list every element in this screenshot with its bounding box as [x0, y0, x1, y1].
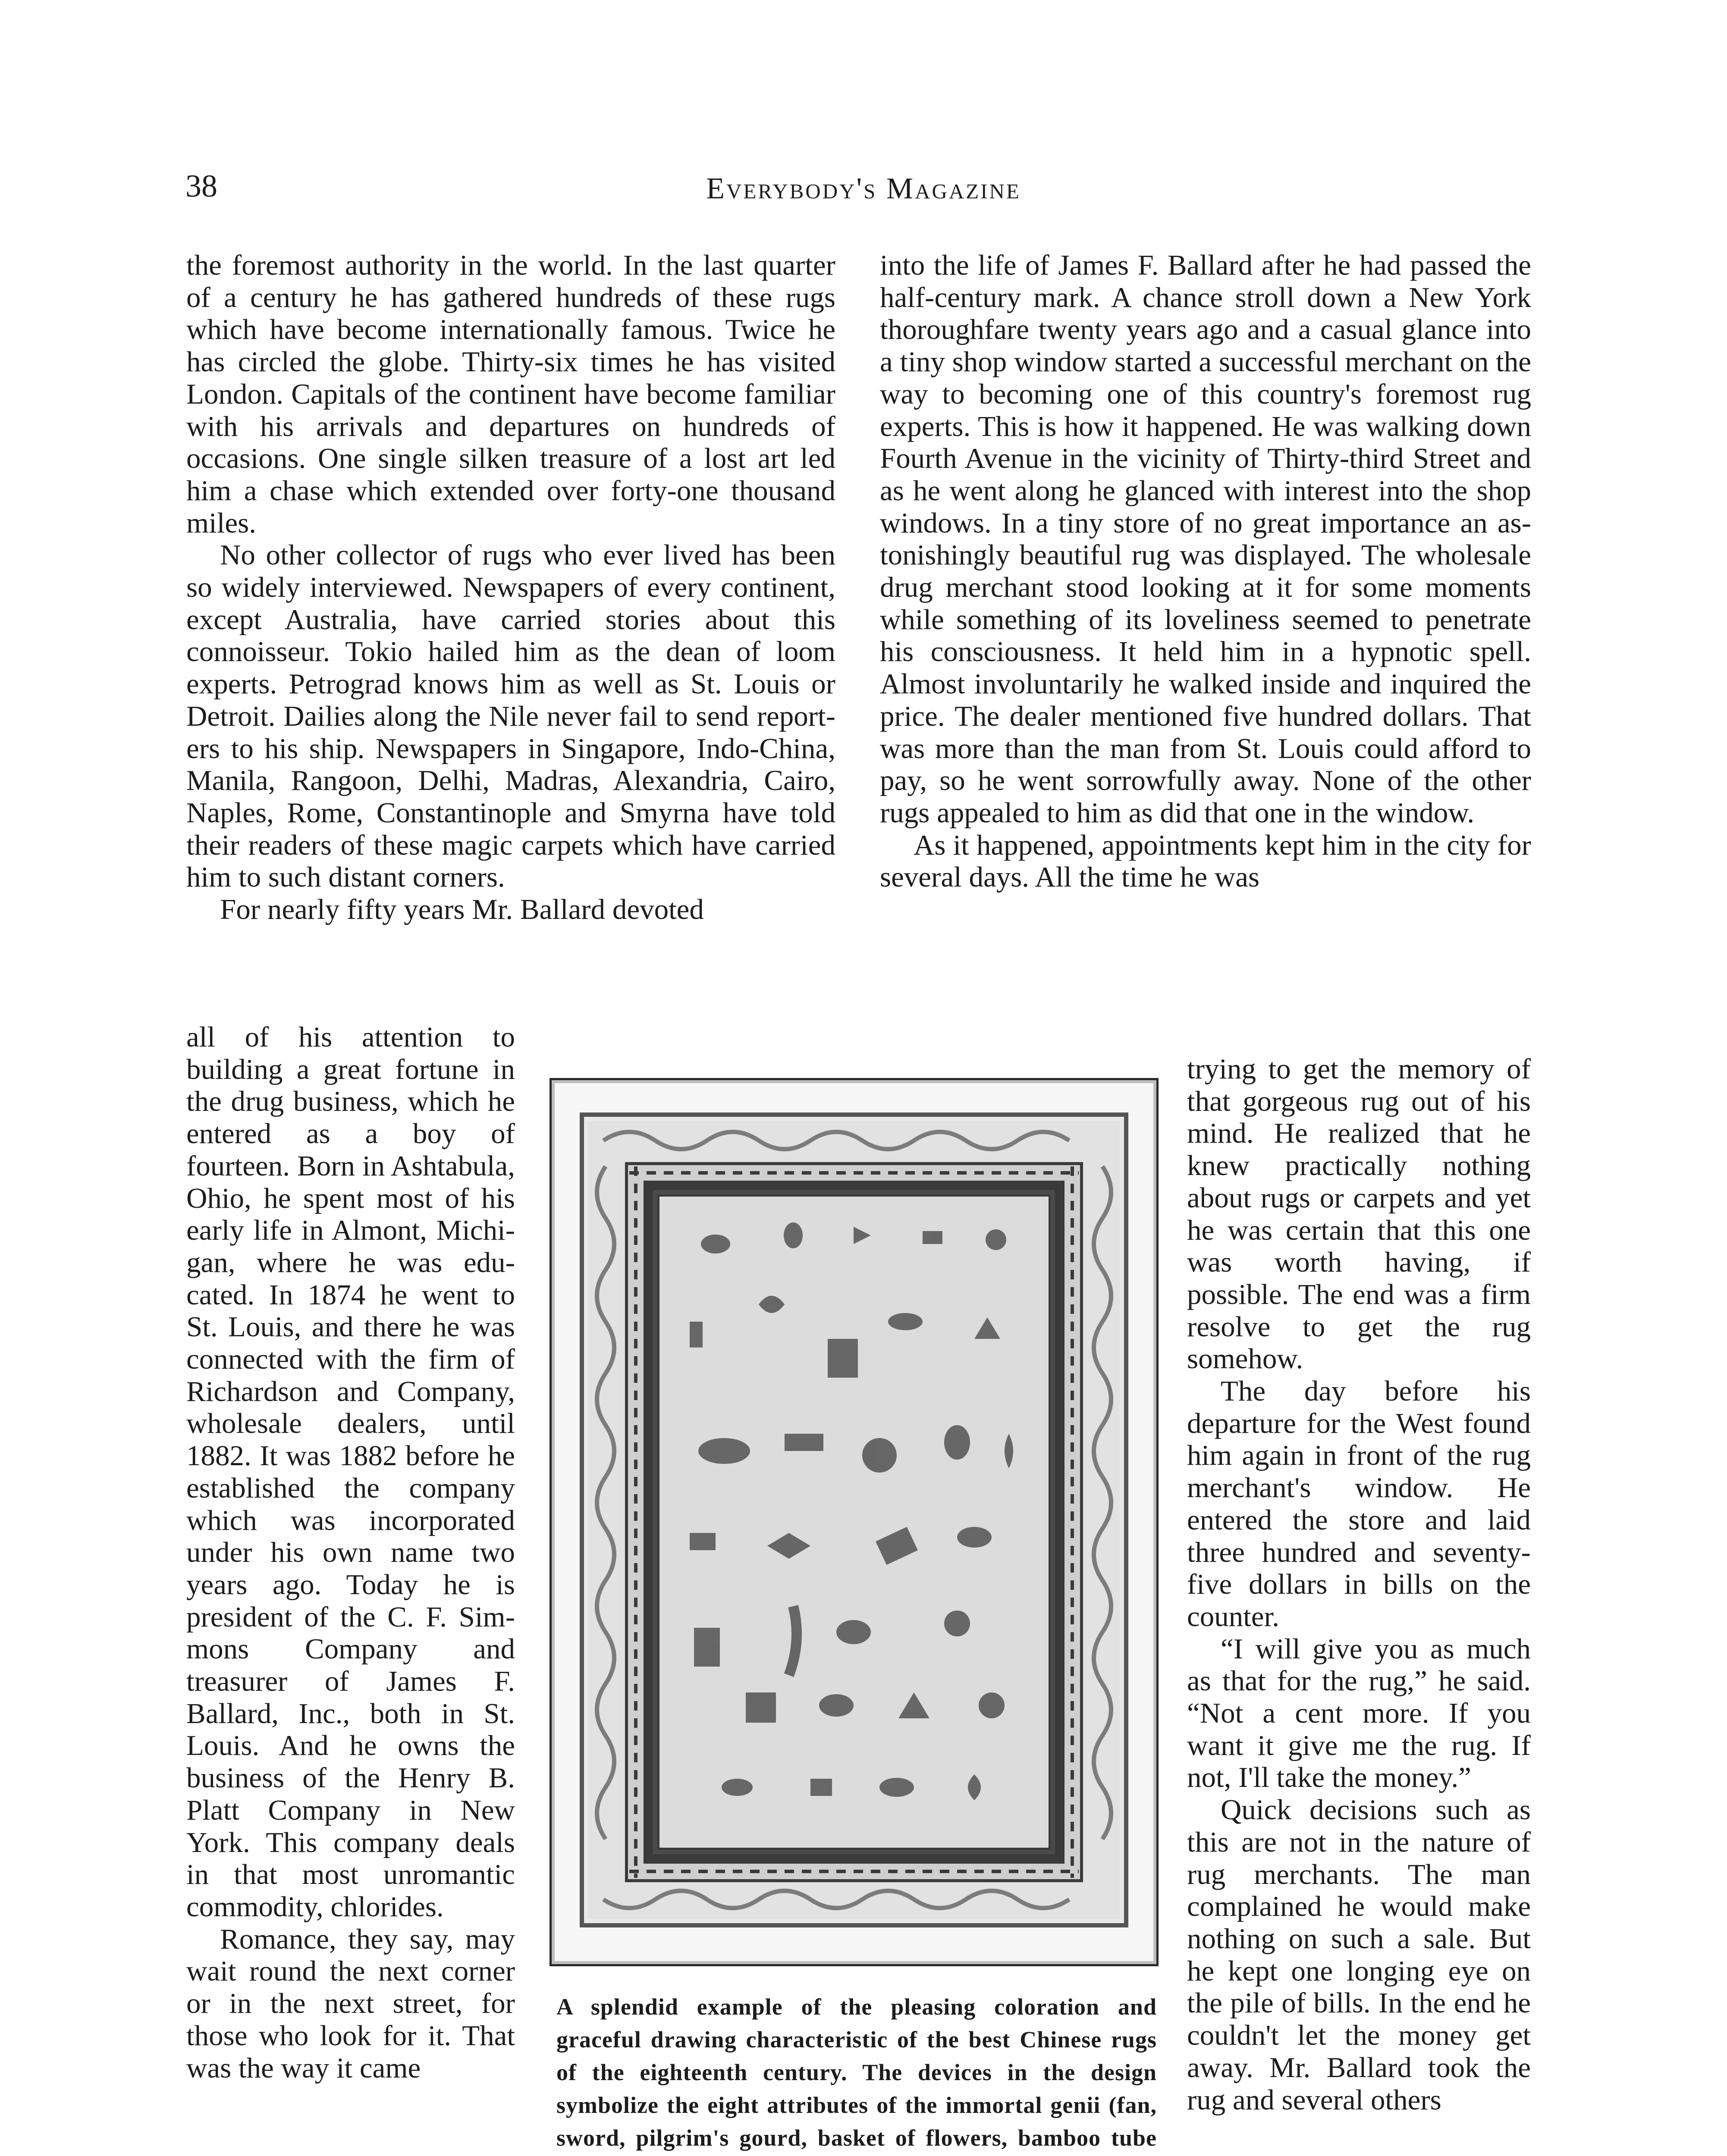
paragraph: No other collector of rugs who ever lived has been so widely interviewed. Newspapers of every continent, except Australia, have carried stories about this connoisseur. Tokio hailed him as the dean of loom experts. Petrograd knows him as well as St. Louis or Detroit. Dailies along the Nile never fail to send reporters to his ship. Newspapers in Singapore, Indo-China, Manila, Rangoon, Delhi, Madras, Alexandria, Cairo, Naples, Rome, Constantinople and Smyrna have told their readers of these magic carpets which have carried him to such distant corners.: [186, 539, 835, 893]
left-column-narrow: [186, 1021, 515, 2084]
paragraph: The day before his departure for the West found him again in front of the rug merchant's window. He entered the store and laid three hundred and seventy-five dollars in bills on the counter.: [1187, 1375, 1531, 1633]
rug-photograph: [550, 1078, 1159, 1966]
chinese-rug-illustration: [552, 1080, 1156, 1964]
paragraph: As it happened, appointments kept him in the city for several days. All the time he was: [880, 829, 1531, 893]
paragraph: the foremost authority in the world. In the last quarter of a century he has gathered hundreds of these rugs which have become internationally famous. Twice he has circled the globe. Thirty-six times he has visited London. Capitals of the continent have become familiar with his arrivals and departures on hundreds of occasions. One single silken treasure of a lost art led him a chase which extended over forty-one thousand miles.: [186, 249, 835, 539]
page-number: 38: [185, 169, 217, 204]
figure-caption: A splendid example of the pleasing coloration and graceful drawing characteristic of the best Chinese rugs of the eighteenth century. The devices in the design symbolize the eight attributes of the immortal genii (fan, sword, pilgrim's gourd, basket of flowers, bamboo tube: [556, 1994, 1157, 2151]
paragraph: all of his attention to building a great fortune in the drug business, which he entered as a boy of fourteen. Born in Ashtabula, Ohio, he spent most of his early life in Almont, Michigan, where he was educated. In 1874 he went to St. Louis, and there he was connected with the firm of Richardson and Company, wholesale dealers, until 1882. It was 1882 before he established the company which was incorporated under his own name two years ago. Today he is president of the C. F. Simmons Company and treasurer of James F. Ballard, Inc., both in St. Louis. And he owns the business of the Henry B. Platt Company in New York. This company deals in that most unromantic commodity, chlorides.: [186, 1021, 515, 1923]
paragraph: Quick decisions such as this are not in the nature of rug merchants. The man complained he would make nothing on such a sale. But he kept one longing eye on the pile of bills. In the end he couldn't let the money get away. Mr. Ballard took the rug and several others: [1187, 1794, 1531, 2116]
running-title: Everybody's Magazine: [706, 172, 1021, 205]
left-column-top: [186, 249, 835, 926]
paragraph: Romance, they say, may wait round the next corner or in the next street, for those who look for it. That was the way it came: [186, 1923, 515, 2084]
right-column-narrow: [1187, 1053, 1531, 2116]
paragraph: For nearly fifty years Mr. Ballard devoted: [220, 893, 704, 926]
paragraph: trying to get the memory of that gorgeous rug out of his mind. He realized that he knew practically nothing about rugs or carpets and yet he was certain that this one was worth having, if possible. The end was a firm resolve to get the rug somehow.: [1187, 1053, 1531, 1375]
paragraph: into the life of James F. Ballard after he had passed the half-century mark. A chance stroll down a New York thoroughfare twenty years ago and a casual glance into a tiny shop window started a successful merchant on the way to becoming one of this country's foremost rug experts. This is how it happened. He was walking down Fourth Avenue in the vicinity of Thirty-third Street and as he went along he glanced with interest into the shop windows. In a tiny store of no great importance an astonishingly beautiful rug was displayed. The wholesale drug merchant stood looking at it for some moments while something of its loveliness seemed to penetrate his consciousness. It held him in a hypnotic spell. Almost involuntarily he walked inside and inquired the price. The dealer mentioned five hundred dollars. That was more than the man from St. Louis could afford to pay, so he went sorrowfully away. None of the other rugs appealed to him as did that one in the window.: [880, 249, 1531, 829]
right-column-top: [880, 249, 1531, 893]
paragraph: “I will give you as much as that for the rug,” he said. “Not a cent more. If you want it give me the rug. If not, I'll take the money.”: [1187, 1633, 1531, 1794]
